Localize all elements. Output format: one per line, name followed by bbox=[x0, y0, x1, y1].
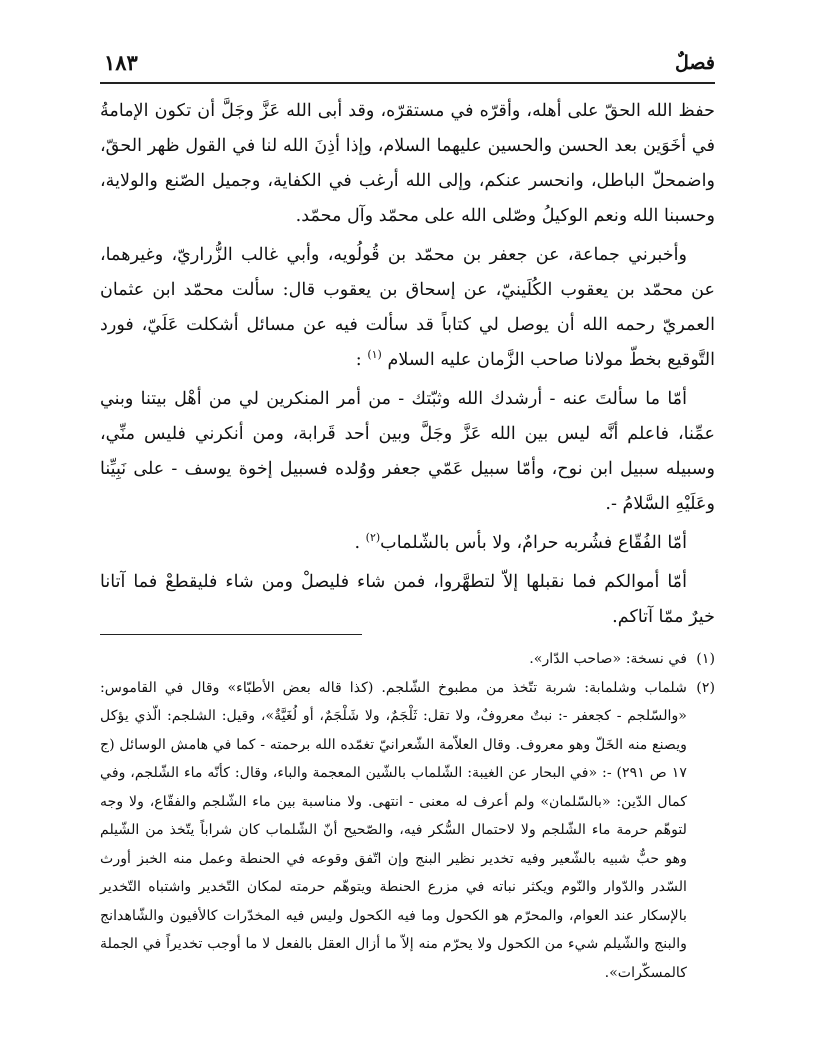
paragraph-tail: : bbox=[355, 350, 368, 370]
section-title: فصلٌ bbox=[675, 52, 715, 74]
footnote-ref-1[interactable]: (١) bbox=[367, 348, 382, 362]
footnote-1 bbox=[100, 645, 715, 674]
paragraph-text: أمّا الفُقّاع فشُربه حرامٌ، ولا بأس بالشّلماب bbox=[380, 533, 687, 553]
paragraph bbox=[100, 565, 715, 635]
footnote-text: شلماب وشلمابة: شربة تتّخذ من مطبوخ الشّلجم. (كذا قاله بعض الأطبّاء» وقال في القاموس: «والسّلجم - كجعفر -: نبتٌ معروفٌ، ولا تقل: ثَلْجَمٌ، ولا شَلْجَمٌ، أو لُغَيَّةٌ»، وقيل: الشلجم: الّذي يؤكل ويصنع منه الخَلّ وهو معروف. وقال العلاّمة الشّعرانيّ تغمّده الله برحمته - كما في هامش الوسائل (ج ١٧ ص ٢٩١) -: «في البحار عن الغيبة: الشّلماب بالشّين المعجمة والباء، وقال: كأنّه ماء الشّلجم، وفي كمال الدّين: «بالسّلمان» ولم أعرف له معنى - انتهى. ولا مناسبة بين ماء الشّلجم والفقّاع، ولا وجه لتوهّم حرمة ماء الشّلجم ولا لاحتمال السُّكر فيه، والصّحيح أنّ الشّلماب كان شراباً يتّخذ من الشّيلم وهو حبٌّ شبيه بالشّعير وفيه تخدير نظير البنج وإن اتّفق وقوعه في الحنطة وعمل منه الخبز أورث السّدر والدّوار والنّوم ويكثر نباته في مزرع الحنطة ويتوهّم حرمته لمكان التّخدير واشتباه التّخدير بالإسكار عند العوام، والمحرّم هو الكحول وما فيه الكحول وليس فيه المخدّرات كالأفيون والشّاهدانج والبنج والشّيلم شيء من الكحول ولا يحرّم منه إلاّ ما أزال العقل بالفعل لا ما أوجب تخديراً في الجملة كالمسكّرات». bbox=[100, 679, 687, 981]
footnote-separator bbox=[100, 634, 362, 635]
paragraph-text: أمّا أموالكم فما نقبلها إلاّ لتطهَّروا، فمن شاء فليصلْ ومن شاء فليقطعْ فما آتانا خيرٌ ممّا آتاكم. bbox=[100, 572, 715, 627]
footnote-2 bbox=[100, 674, 715, 988]
footnote-text: في نسخة: «صاحب الدّار». bbox=[529, 651, 687, 667]
footnote-number: (٢) bbox=[696, 679, 715, 696]
footnote-ref-2[interactable]: (٢) bbox=[365, 531, 381, 545]
header-rule bbox=[100, 82, 715, 84]
paragraph bbox=[100, 526, 715, 561]
footnote-number: (١) bbox=[696, 651, 715, 667]
paragraph-text: أمّا ما سألتَ عنه - أرشدك الله وثبّتك - من أمر المنكرين لي من أهْل بيتنا وبني عمِّنا، فاعلم أنَّه ليس بين الله عَزَّ وجَلَّ وبين أحد قَرابة، ومن أنكرني فليس منِّي، وسبيله سبيل ابن نوح، وأمّا سبيل عَمّي جعفر ووُلده فسبيل إخوة يوسف - على نَبِيِّنا وعَلَيْهِ السَّلامُ -. bbox=[100, 389, 715, 514]
main-text bbox=[100, 94, 715, 635]
footnotes bbox=[100, 645, 715, 987]
book-page bbox=[100, 48, 715, 981]
page-number: ١٨٣ bbox=[104, 50, 138, 75]
paragraph bbox=[100, 238, 715, 378]
paragraph bbox=[100, 94, 715, 234]
paragraph-text: حفظ الله الحقّ على أهله، وأقرّه في مستقرّه، وقد أبى الله عَزَّ وجَلَّ أن تكون الإمامةُ في أخَوَين بعد الحسن والحسين عليهما السلام، وإذا أذِنَ الله لنا في القول ظهر الحقّ، واضمحلّ الباطل، وانحسر عنكم، وإلى الله أرغب في الكفاية، وجميل الصّنع والولاية، وحسبنا الله ونعم الوكيلُ وصّلى الله على محمّد وآل محمّد. bbox=[100, 101, 715, 226]
running-header bbox=[100, 48, 715, 82]
paragraph bbox=[100, 382, 715, 522]
paragraph-text: وأخبرني جماعة، عن جعفر بن محمّد بن قُولُويه، وأبي غالب الزُّراريّ، وغيرهما، عن محمّد بن يعقوب الكُلَينيّ، عن إسحاق بن يعقوب قال: سألت محمّد ابن عثمان العمريّ رحمه الله أن يوصل لي كتاباً قد سألت فيه عن مسائل أشكلت عَلَيّ، فورد التَّوقيع بخطّ مولانا صاحب الزَّمان عليه السلام bbox=[100, 245, 715, 370]
paragraph-tail: . bbox=[354, 533, 366, 553]
